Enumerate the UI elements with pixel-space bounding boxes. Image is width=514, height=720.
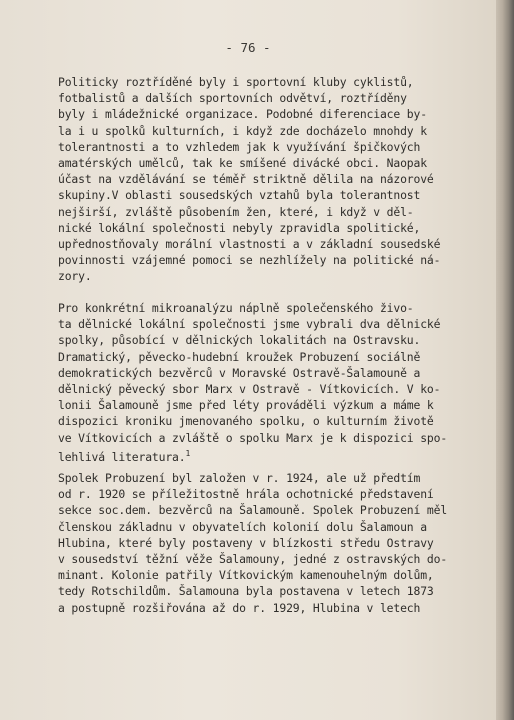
text-line: fotbalistů a dalších sportovních odvětví, roztříděny (58, 91, 407, 106)
page-edge-shadow (496, 0, 514, 720)
text-line: Hlubina, které byly postaveny v blízkosti středu Ostravy (58, 535, 434, 550)
text-line: od r. 1920 se příležitostně hrála ochotnické představení (58, 487, 434, 502)
text-line: povinnosti vzájemné pomoci se nezhlížely na politické ná- (58, 253, 441, 268)
page-number: - 76 - (225, 40, 271, 55)
text-line: la i u spolků kulturních, i když zde docházelo mnohdy k (58, 123, 427, 138)
text-line: a postupně rozšiřována až do r. 1929, Hlubina v letech (58, 600, 421, 615)
text-line: dělnický pěvecký sbor Marx v Ostravě - Vítkovicích. V ko- (58, 382, 441, 397)
text-line: zory. (58, 269, 92, 284)
paragraph-microanalysis (58, 300, 448, 465)
text-line: tolerantnosti a to vzhledem jak k využívání špičkových (58, 139, 421, 154)
text-line: demokratických bezvěrců v Moravské Ostravě-Šalamouně a (58, 365, 421, 380)
text-line: v sousedství těžní věže Šalamouny, jedné z ostravských do- (58, 552, 448, 567)
text-line: Spolek Probuzení byl založen v r. 1924, ale už předtím (58, 471, 421, 485)
text-line: lonii Šalamouně jsme před léty prováděli výzkum a máme k (58, 398, 434, 413)
text-line: byly i mládežnické organizace. Podobné diferenciace by- (58, 107, 427, 122)
text-line: tedy Rotschildům. Šalamouna byla postavena v letech 1873 (58, 584, 434, 599)
text-line: ta dělnické lokální společnosti jsme vybrali dva dělnické (58, 317, 441, 332)
text-line: spolky, působící v dělnických lokalitách na Ostravsku. (58, 333, 421, 348)
text-line: nické lokální společnosti nebyly zpravidla spolitické, (58, 220, 421, 235)
text-line: skupiny.V oblasti sousedských vztahů byla tolerantnost (58, 188, 421, 203)
text-line: nejširší, zvláště působením žen, které, i když v děl- (58, 204, 414, 219)
text-line: členskou základnu v obyvatelích kolonií dolu Šalamoun a (58, 519, 427, 534)
paragraph-probuzeni-society (58, 470, 448, 616)
paragraph-political-division (58, 74, 441, 285)
text-line-content: lehlivá literatura. (58, 449, 186, 464)
text-line: dispozici kroniku jmenovaného spolku, o kulturním životě (58, 414, 434, 429)
text-line: Pro konkrétní mikroanalýzu náplně společenského živo- (58, 301, 414, 315)
text-line: Dramatický, pěvecko-hudební kroužek Probuzení sociálně (58, 349, 421, 364)
text-line (58, 446, 438, 465)
footnote-marker: 1 (185, 448, 191, 458)
text-line: ve Vítkovicích a zvláště o spolku Marx je k dispozici spo- (58, 430, 448, 445)
text-line: sekce soc.dem. bezvěrců na Šalamouně. Spolek Probuzení měl (58, 503, 448, 518)
text-line: amatérských umělců, tak ke smíšené divácké obci. Naopak (58, 156, 427, 171)
text-line: účast na vzdělávání se téměř striktně dělila na názorové (58, 172, 434, 187)
text-line: Politicky roztříděné byly i sportovní kluby cyklistů, (58, 75, 414, 89)
text-line: upřednostňovaly morální vlastnosti a v základní sousedské (58, 237, 441, 252)
text-line: minant. Kolonie patřily Vítkovickým kamenouhelným dolům, (58, 568, 434, 583)
